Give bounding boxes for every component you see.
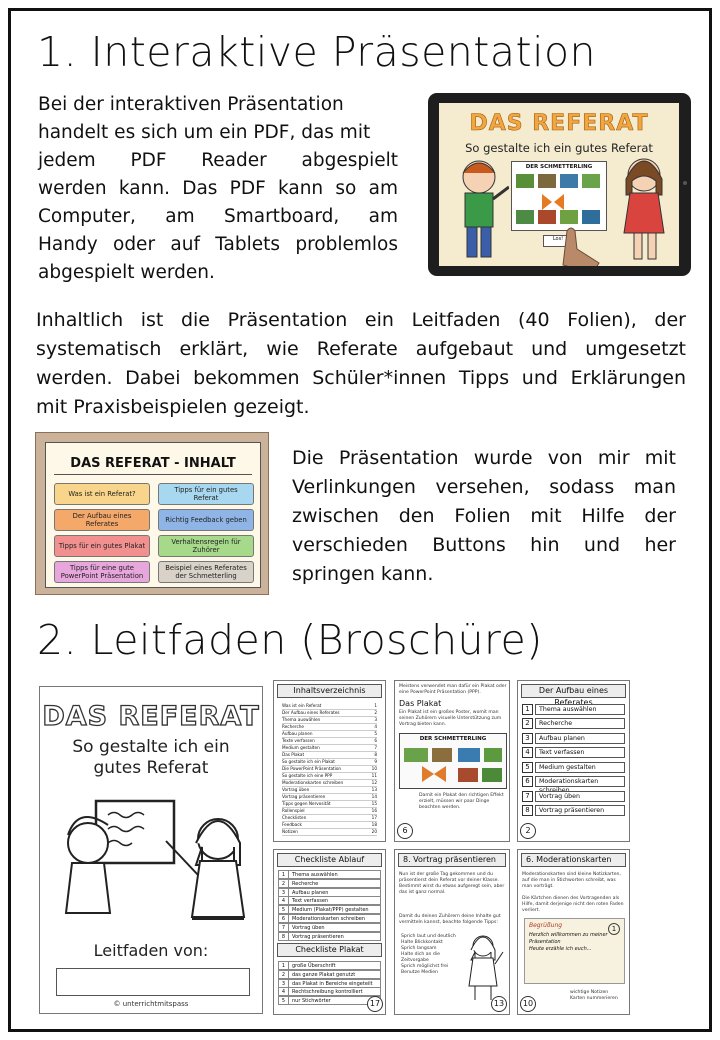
cover-subtitle xyxy=(40,737,262,779)
toc-entry: So gestalte ich eine PPP xyxy=(282,773,333,778)
inhalt-button[interactable]: Was ist ein Referat? xyxy=(54,483,150,505)
toc-entry: Rollenspiel xyxy=(282,808,305,813)
checklist-number: 5 xyxy=(279,997,289,1004)
step-number: 2 xyxy=(522,718,533,729)
checklist-item: Vortrag üben xyxy=(292,924,325,931)
aufbau-step xyxy=(522,790,625,803)
checklist-row xyxy=(278,870,381,879)
checklist-page-number: 17 xyxy=(367,996,383,1012)
checklist-number: 3 xyxy=(279,980,289,987)
checklist-item: Recherche xyxy=(292,880,319,887)
moderation-bullet: wichtige Notizen xyxy=(570,990,609,995)
checklist-row xyxy=(278,979,381,988)
step-label: Medium gestalten xyxy=(535,762,625,773)
plakat-text: Ein Plakat ist ein großes Poster, womit man seinen Zuhörern visuelle Unterstützung zum Vortrag bieten kann. xyxy=(399,710,502,727)
toc-row xyxy=(282,801,377,808)
tablet-home-dot xyxy=(683,181,687,185)
checklist-row xyxy=(278,923,381,932)
step-label: Vortrag üben xyxy=(535,791,625,802)
toc-row xyxy=(282,808,377,815)
step-label: Vortrag präsentieren xyxy=(535,805,625,816)
checklist-item: Vortrag präsentieren xyxy=(292,933,344,940)
toc-title: Inhaltsverzeichnis xyxy=(277,684,382,698)
intro-line: jedem PDF Reader abgespielt xyxy=(38,150,398,171)
toc-row xyxy=(282,738,377,745)
inhalt-button[interactable]: Der Aufbau eines Referates xyxy=(54,509,150,531)
toc-page-ref: 2 xyxy=(374,710,377,715)
intro-line: abgespielt werden. xyxy=(38,262,215,283)
butterfly-board-image xyxy=(512,170,604,228)
intro-line: handelt es sich um ein PDF, das mit xyxy=(38,122,371,143)
step-number: 5 xyxy=(522,762,533,773)
intro-line: Computer, am Smartboard, am xyxy=(38,206,398,227)
checklist-item: Text verfassen xyxy=(292,898,329,905)
moderation-card xyxy=(524,918,625,984)
vortrag-page xyxy=(394,849,510,1015)
vortrag-text: Nun ist der große Tag gekommen und du präsentierst dein Referat vor deiner Klasse. Bestimmt wirst du etwas aufgeregt sein, aber das ist ganz normal. xyxy=(399,872,505,895)
toc-entry: Texte verfassen xyxy=(282,738,315,743)
inhalt-button[interactable]: Beispiel eines Referates der Schmetterling xyxy=(158,561,254,583)
vortrag-page-number: 13 xyxy=(491,996,507,1012)
content-line: werden. Dabei bekommen Schüler*innen Tipps und Erklärungen xyxy=(36,367,686,389)
checklist-item: das Plakat in Bereiche eingeteilt xyxy=(292,980,373,987)
aufbau-step xyxy=(522,732,625,745)
vortrag-title: 8. Vortrag präsentieren xyxy=(398,853,506,867)
plakat-page-number: 6 xyxy=(397,823,413,839)
aufbau-page xyxy=(517,680,630,842)
checklist-row xyxy=(278,896,381,905)
toc-page-ref: 20 xyxy=(371,829,377,834)
toc-entry: Moderationskarten schreiben xyxy=(282,780,344,785)
boy-illustration xyxy=(449,155,509,265)
checklist-number: 3 xyxy=(279,889,289,896)
tablet-screen xyxy=(439,103,679,266)
toc-row xyxy=(282,710,377,717)
toc-page-ref: 14 xyxy=(371,794,377,799)
step-label: Thema auswählen xyxy=(535,704,625,715)
step-number: 6 xyxy=(522,776,533,787)
toc-entry: Vortrag üben xyxy=(282,787,310,792)
moderation-page xyxy=(517,849,630,1015)
checklist-number: 6 xyxy=(279,915,289,922)
toc-row xyxy=(282,766,377,773)
checklist-number: 8 xyxy=(279,933,289,940)
cover-kids-illustration xyxy=(48,785,258,935)
toc-page-ref: 3 xyxy=(374,717,377,722)
content-line: Inhaltlich ist die Präsentation ein Leitfaden (40 Folien), der xyxy=(36,309,686,331)
checklist-number: 2 xyxy=(279,880,289,887)
step-number: 8 xyxy=(522,805,533,816)
toc-entry: Thema auswählen xyxy=(282,717,321,722)
tablet-board-title: DER SCHMETTERLING xyxy=(525,164,593,170)
links-line: Verlinkungen versehen, sodass man xyxy=(292,476,676,498)
aufbau-step xyxy=(522,718,625,731)
moderation-bullets xyxy=(570,990,630,1002)
inhalt-title: DAS REFERAT - INHALT xyxy=(54,453,252,475)
aufbau-page-number: 2 xyxy=(520,823,536,839)
toc-page-ref: 5 xyxy=(374,731,377,736)
toc-entry: Feedback xyxy=(282,822,302,827)
plakat-title: Das Plakat xyxy=(399,699,442,708)
toc-row xyxy=(282,780,377,787)
checklist-item: Thema auswählen xyxy=(292,872,338,878)
cover-subtitle-line: gutes Referat xyxy=(93,758,209,778)
intro-paragraph xyxy=(38,91,398,287)
toc-entry: Das Plakat xyxy=(282,752,305,757)
checklist-number: 4 xyxy=(279,897,289,904)
vortrag-tips xyxy=(401,934,461,976)
toc-row xyxy=(282,703,377,710)
toc-row xyxy=(282,773,377,780)
checklist-item: Rechtschreibung kontrolliert xyxy=(292,989,363,996)
aufbau-step xyxy=(522,747,625,760)
section-1-heading: 1. Interaktive Präsentation xyxy=(37,28,597,76)
vortrag-tip: Benutze Medien xyxy=(401,970,439,975)
toc-page-ref: 13 xyxy=(371,787,377,792)
inhalt-slide-inner xyxy=(45,442,261,588)
checklist-number: 5 xyxy=(279,906,289,913)
intro-line: werden kann. Das PDF kann so am xyxy=(38,178,398,199)
inhalt-button[interactable]: Verhaltensregeln für Zuhörer xyxy=(158,535,254,557)
toc-row xyxy=(282,724,377,731)
moderation-text-2: Die Kärtchen dienen des Vortragenden als Hilfe, damit derjenige nicht den roten Faden verliert. xyxy=(522,896,624,913)
content-line: mit Praxisbeispielen gezeigt. xyxy=(36,396,310,418)
checklist-number: 2 xyxy=(279,971,289,978)
plakat-poster xyxy=(399,733,507,789)
toc-page-ref: 12 xyxy=(371,780,377,785)
step-number: 3 xyxy=(522,733,533,744)
plakat-intro: Meistens verwendet man dafür ein Plakat oder eine PowerPoint Präsentation (PPP). xyxy=(399,684,507,695)
aufbau-step xyxy=(522,776,625,795)
toc-entry: Die PowerPoint Präsentation xyxy=(282,766,342,771)
checklist-item: nur Stichwörter xyxy=(292,998,331,1005)
vortrag-text-2: Damit du deinen Zuhörern deine Inhalte gut vermitteln kannst, beachte folgende Tipps: xyxy=(399,914,501,925)
section-2-heading: 2. Leitfaden (Broschüre) xyxy=(37,616,543,664)
inhalt-slide xyxy=(35,432,269,595)
moderation-bullet: Karten nummerieren xyxy=(570,996,618,1001)
toc-row xyxy=(282,829,377,836)
checklist-row xyxy=(278,996,381,1005)
checklist-row xyxy=(278,961,381,970)
step-number: 7 xyxy=(522,791,533,802)
inhalt-button[interactable]: Tipps für ein gutes Plakat xyxy=(54,535,150,557)
toc-page xyxy=(273,680,386,842)
toc-row xyxy=(282,731,377,738)
moderation-title: 6. Moderationskarten xyxy=(521,853,626,867)
toc-page-ref: 16 xyxy=(371,808,377,813)
vortrag-tip: Sprich laut und deutlich xyxy=(401,934,456,939)
step-label: Aufbau planen xyxy=(535,733,625,744)
toc-entry: Was ist ein Referat xyxy=(282,703,322,708)
aufbau-title: Der Aufbau eines Referates xyxy=(521,684,626,698)
checklist-row xyxy=(278,987,381,996)
moderation-text: Moderationskarten sind kleine Notizkarten, auf die man in Stichworten schreibt, was man vorträgt. xyxy=(522,872,621,889)
inhalt-button[interactable]: Tipps für eine gute PowerPoint Präsentation xyxy=(54,561,150,583)
checklist-item: Medium (Plakat/PPP) gestalten xyxy=(292,907,369,914)
links-line: Die Präsentation wurde von mir mit xyxy=(292,447,676,469)
toc-entry: So gestalte ich ein Plakat xyxy=(282,759,335,764)
intro-line: Handy oder auf Tablets problemlos xyxy=(38,234,398,255)
checklist-number: 4 xyxy=(279,988,289,995)
tablet-title: DAS REFERAT xyxy=(469,111,649,136)
toc-entry: Tipps gegen Nervosität xyxy=(282,801,331,806)
checklist-row xyxy=(278,914,381,923)
checklist-row xyxy=(278,879,381,888)
vortrag-tip: Halte Blickkontakt xyxy=(401,940,443,945)
cover-leitfaden-label: Leitfaden von: xyxy=(93,941,209,960)
toc-entry: Vortrag präsentieren xyxy=(282,794,326,799)
toc-page-ref: 8 xyxy=(374,752,377,757)
presenting-girl-illustration xyxy=(459,932,505,1002)
checklist-row xyxy=(278,970,381,979)
toc-page-ref: 6 xyxy=(374,738,377,743)
checklist-item: Moderationskarten schreiben xyxy=(292,916,366,922)
toc-page-ref: 18 xyxy=(371,822,377,827)
step-label: Recherche xyxy=(535,718,625,729)
toc-page-ref: 4 xyxy=(374,724,377,729)
cover-title: DAS REFERAT xyxy=(42,701,260,732)
toc-page-ref: 15 xyxy=(371,801,377,806)
girl-illustration xyxy=(614,153,674,265)
toc-page-ref: 1 xyxy=(374,703,377,708)
inhalt-button[interactable]: Tipps für ein gutes Referat xyxy=(158,483,254,505)
checklist-row xyxy=(278,888,381,897)
checklist-item: große Überschrift xyxy=(292,963,336,969)
aufbau-step xyxy=(522,703,625,716)
toc-row xyxy=(282,822,377,829)
plakat-page xyxy=(394,680,510,842)
toc-page-ref: 11 xyxy=(371,773,377,778)
cover-copyright: © unterrichtmitspass xyxy=(113,1000,189,1008)
card-number-badge: 1 xyxy=(608,923,620,935)
toc-entry: Checklisten xyxy=(282,815,307,820)
checklist-number: 1 xyxy=(279,871,289,878)
toc-entry: Recherche xyxy=(282,724,304,729)
toc-row xyxy=(282,794,377,801)
vortrag-tip: Sprich möglichst frei xyxy=(401,964,449,969)
cover-subtitle-line: So gestalte ich ein xyxy=(72,737,230,757)
checklist-item: Aufbau planen xyxy=(292,889,329,896)
step-number: 1 xyxy=(522,704,533,715)
step-number: 4 xyxy=(522,747,533,758)
intro-line: Bei der interaktiven Präsentation xyxy=(38,94,344,115)
toc-page-ref: 9 xyxy=(374,759,377,764)
toc-row xyxy=(282,759,377,766)
toc-row xyxy=(282,717,377,724)
checklist-number: 7 xyxy=(279,924,289,931)
checklist-item: das ganze Plakat genutzt xyxy=(292,971,356,978)
links-line: springen kann. xyxy=(292,563,434,585)
aufbau-step xyxy=(522,805,625,818)
toc-entry: Notizen xyxy=(282,829,298,834)
content-line: systematisch erklärt, wie Referate aufgebaut und umgesetzt xyxy=(36,338,686,360)
toc-entry: Der Aufbau eines Referates xyxy=(282,710,340,715)
step-label: Text verfassen xyxy=(535,747,625,758)
checklist-row xyxy=(278,905,381,914)
toc-entry: Medium gestalten xyxy=(282,745,320,750)
tablet-start-button[interactable]: Los! xyxy=(543,235,573,247)
links-paragraph xyxy=(292,444,676,589)
toc-row xyxy=(282,745,377,752)
checklist-row xyxy=(278,932,381,941)
inhalt-button[interactable]: Richtig Feedback geben xyxy=(158,509,254,531)
toc-entry: Aufbau planen xyxy=(282,731,313,736)
step-label: Moderationskarten schreiben xyxy=(535,776,625,787)
links-line: verschieden Buttons hin und her xyxy=(292,534,676,556)
brochure-cover xyxy=(39,686,263,1014)
moderation-card-line: Herzlich willkommen zu meiner Präsentation xyxy=(529,932,608,945)
links-line: zwischen den Folien mit Hilfe der xyxy=(292,505,676,527)
content-paragraph xyxy=(36,306,686,422)
toc-row xyxy=(282,752,377,759)
toc-row xyxy=(282,787,377,794)
checklist-title-ablauf: Checkliste Ablauf xyxy=(277,853,382,867)
moderation-card-line: Heute erzähle ich euch... xyxy=(529,946,592,952)
aufbau-step xyxy=(522,761,625,774)
vortrag-tip: Halte dich an die Zeitvorgabe xyxy=(401,952,440,963)
cover-name-box xyxy=(56,968,250,996)
plakat-poster-title: DER SCHMETTERLING xyxy=(419,736,487,742)
plakat-footer: Damit ein Plakat den richtigen Effekt erzielt, müssen wir paar Dinge beachten werden. xyxy=(419,793,504,810)
checklist-title-plakat: Checkliste Plakat xyxy=(277,943,382,957)
toc-row xyxy=(282,815,377,822)
hand-pointer-icon xyxy=(549,221,609,266)
toc-page-ref: 10 xyxy=(371,766,377,771)
checklist-page xyxy=(273,849,386,1015)
moderation-card-head: Begrüßung xyxy=(529,922,563,929)
checklist-number: 1 xyxy=(279,962,289,969)
plakat-poster-image xyxy=(400,742,506,786)
vortrag-tip: Sprich langsam xyxy=(401,946,437,951)
moderation-page-number: 10 xyxy=(520,996,536,1012)
toc-page-ref: 7 xyxy=(374,745,377,750)
toc-page-ref: 17 xyxy=(371,815,377,820)
tablet-mockup xyxy=(428,93,691,276)
tablet-subtitle: So gestalte ich ein gutes Referat xyxy=(465,141,653,155)
